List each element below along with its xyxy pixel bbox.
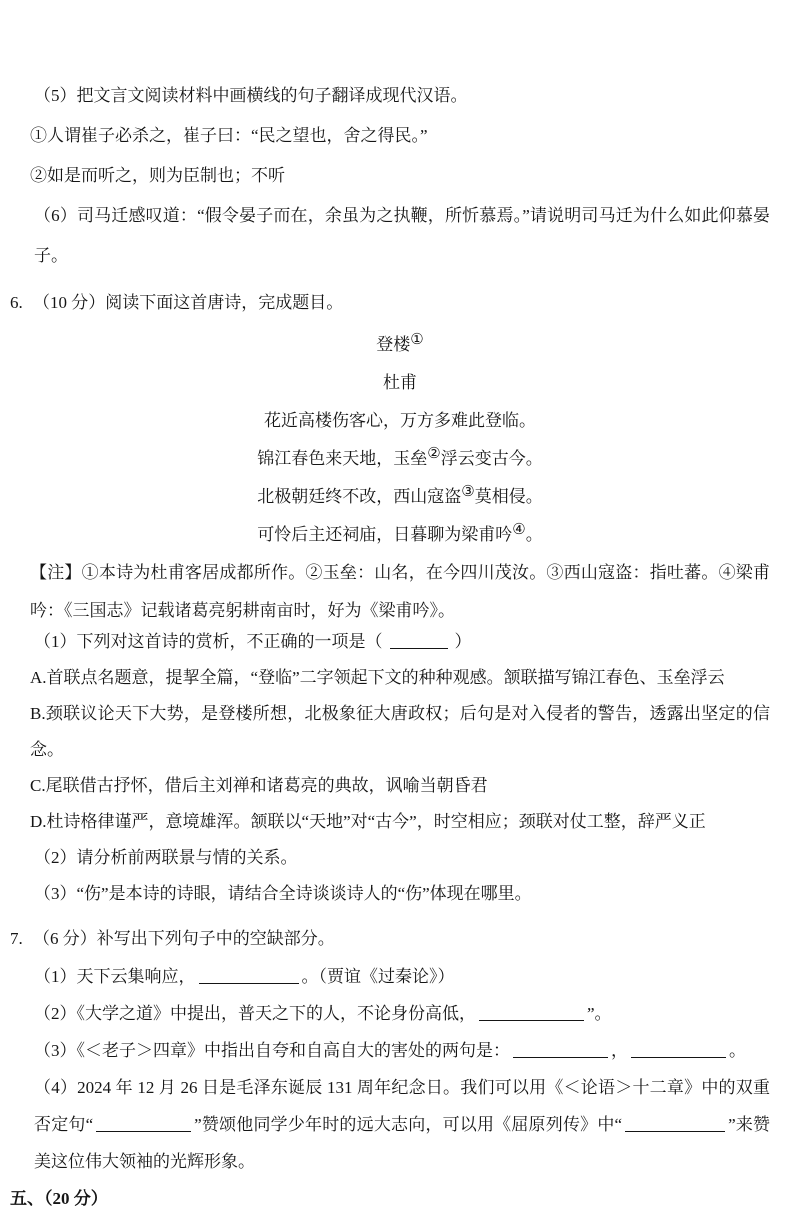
answer-blank xyxy=(513,1042,608,1058)
q7-item-2-pre: （2）《大学之道》中提出，普天之下的人，不论身份高低， xyxy=(34,1004,476,1023)
q7-item-3-post: 。 xyxy=(729,1041,746,1060)
question-6-sub-questions xyxy=(30,624,770,912)
sub-question-5-text: （5）把文言文阅读材料中画横线的句子翻译成现代汉语。 xyxy=(34,86,468,105)
translation-sentence-1 xyxy=(30,116,770,156)
option-b xyxy=(30,696,770,768)
answer-blank xyxy=(479,1005,584,1021)
q7-item-4 xyxy=(30,1069,770,1180)
question-6-header-text: （10 分）阅读下面这首唐诗，完成题目。 xyxy=(33,293,344,312)
poem-note-marker-2: ② xyxy=(427,446,441,462)
q7-item-2-post: ”。 xyxy=(587,1004,612,1023)
translation-sentence-2 xyxy=(30,156,770,196)
question-6-number: 6. xyxy=(10,293,23,312)
answer-blank xyxy=(96,1116,191,1132)
poem-line-2 xyxy=(30,440,770,478)
question-7-number: 7. xyxy=(10,929,23,948)
option-a xyxy=(30,660,770,696)
option-c-text: C.尾联借古抒怀，借后主刘禅和诸葛亮的典故，讽喻当朝昏君 xyxy=(30,776,488,795)
q7-item-1-pre: （1）天下云集响应， xyxy=(34,967,196,986)
q7-item-4-seg3: ”来赞美这位伟大领袖的光辉形象。 xyxy=(34,1115,771,1171)
q7-item-1 xyxy=(30,958,770,995)
q7-item-4-seg1: （4）2024 年 12 月 26 日是毛泽东诞辰 131 周年纪念日。我们可以用《＜论语＞十二章》中的双重否定句“ xyxy=(34,1078,770,1134)
q7-item-3 xyxy=(30,1032,770,1069)
q7-item-4-seg2: ”赞颂他同学少年时的远大志向，可以用《屈原列传》中“ xyxy=(194,1115,623,1134)
answer-blank xyxy=(199,968,299,984)
q6-sub2-text: （2）请分析前两联景与情的关系。 xyxy=(34,848,298,867)
option-a-text: A.首联点名题意，提挈全篇，“登临”二字领起下文的种种观感。颔联描写锦江春色、玉垒浮云 xyxy=(30,668,725,687)
translation-sentence-1-text: ①人谓崔子必杀之，崔子曰：“民之望也，舍之得民。” xyxy=(30,126,428,145)
q7-item-3-mid: ， xyxy=(611,1041,628,1060)
poem-title-line xyxy=(30,326,770,364)
sub-question-6-text: （6）司马迁感叹道：“假令晏子而在，余虽为之执鞭，所忻慕焉。”请说明司马迁为什么如此仰慕晏子。 xyxy=(34,206,770,265)
poem-title-note-marker: ① xyxy=(410,332,424,348)
q6-sub1-post: ） xyxy=(454,632,472,651)
poem-block xyxy=(30,326,770,554)
q7-item-1-post: 。（贾谊《过秦论》） xyxy=(301,967,455,986)
sub-question-6 xyxy=(30,196,770,276)
option-b-text: B.颈联议论天下大势，是登楼所想，北极象征大唐政权；后句是对入侵者的警告，透露出坚定的信念。 xyxy=(30,704,770,759)
poem-author-text: 杜甫 xyxy=(383,373,417,392)
q6-sub-question-1 xyxy=(30,624,770,660)
q7-item-3-pre: （3）《＜老子＞四章》中指出自夸和自高自大的害处的两句是： xyxy=(34,1041,510,1060)
answer-blank xyxy=(390,633,448,649)
poem-line-2-post: 浮云变古今。 xyxy=(440,449,543,468)
q7-item-2 xyxy=(30,995,770,1032)
q6-sub1-pre: （1）下列对这首诗的赏析，不正确的一项是（ xyxy=(34,632,383,651)
poem-note-marker-3: ③ xyxy=(461,484,475,500)
poem-line-2-pre: 锦江春色来天地，玉垒 xyxy=(257,449,428,468)
sub-question-5 xyxy=(30,76,770,116)
q6-sub-question-2 xyxy=(30,840,770,876)
option-c xyxy=(30,768,770,804)
poem-line-3-pre: 北极朝廷终不改，西山寇盗 xyxy=(257,487,462,506)
poem-title: 登楼 xyxy=(376,335,411,354)
poem-line-3-post: 莫相侵。 xyxy=(474,487,543,506)
option-d xyxy=(30,804,770,840)
question-5-block xyxy=(30,76,770,276)
question-7-header xyxy=(10,920,770,958)
q6-sub-question-3 xyxy=(30,876,770,912)
poem-line-4-post: 。 xyxy=(525,525,543,544)
poem-line-1 xyxy=(30,402,770,440)
answer-blank xyxy=(631,1042,726,1058)
section-5-heading xyxy=(10,1180,770,1218)
q6-sub3-text: （3）“伤”是本诗的诗眼，请结合全诗谈谈诗人的“伤”体现在哪里。 xyxy=(34,884,532,903)
poem-line-1-text: 花近高楼伤客心，万方多难此登临。 xyxy=(264,411,536,430)
question-7-header-text: （6 分）补写出下列句子中的空缺部分。 xyxy=(33,929,335,948)
translation-sentence-2-text: ②如是而听之，则为臣制也；不听 xyxy=(30,166,285,185)
poem-note-marker-4: ④ xyxy=(512,522,526,538)
question-6-header xyxy=(10,284,770,322)
poem-line-4-pre: 可怜后主还祠庙，日暮聊为梁甫吟 xyxy=(257,525,513,544)
answer-blank xyxy=(625,1116,725,1132)
poem-annotation xyxy=(30,554,770,630)
poem-line-3 xyxy=(30,478,770,516)
option-d-text: D.杜诗格律谨严，意境雄浑。颔联以“天地”对“古今”，时空相应；颈联对仗工整，辞严义正 xyxy=(30,812,706,831)
poem-author xyxy=(30,364,770,402)
poem-line-4 xyxy=(30,516,770,554)
poem-annotation-text: 【注】①本诗为杜甫客居成都所作。②玉垒：山名，在今四川茂汝。③西山寇盗：指吐蕃。④梁甫吟：《三国志》记载诸葛亮躬耕南亩时，好为《梁甫吟》。 xyxy=(30,563,770,620)
question-7-items xyxy=(30,958,770,1180)
section-5-heading-text: 五、（20 分） xyxy=(10,1189,108,1208)
